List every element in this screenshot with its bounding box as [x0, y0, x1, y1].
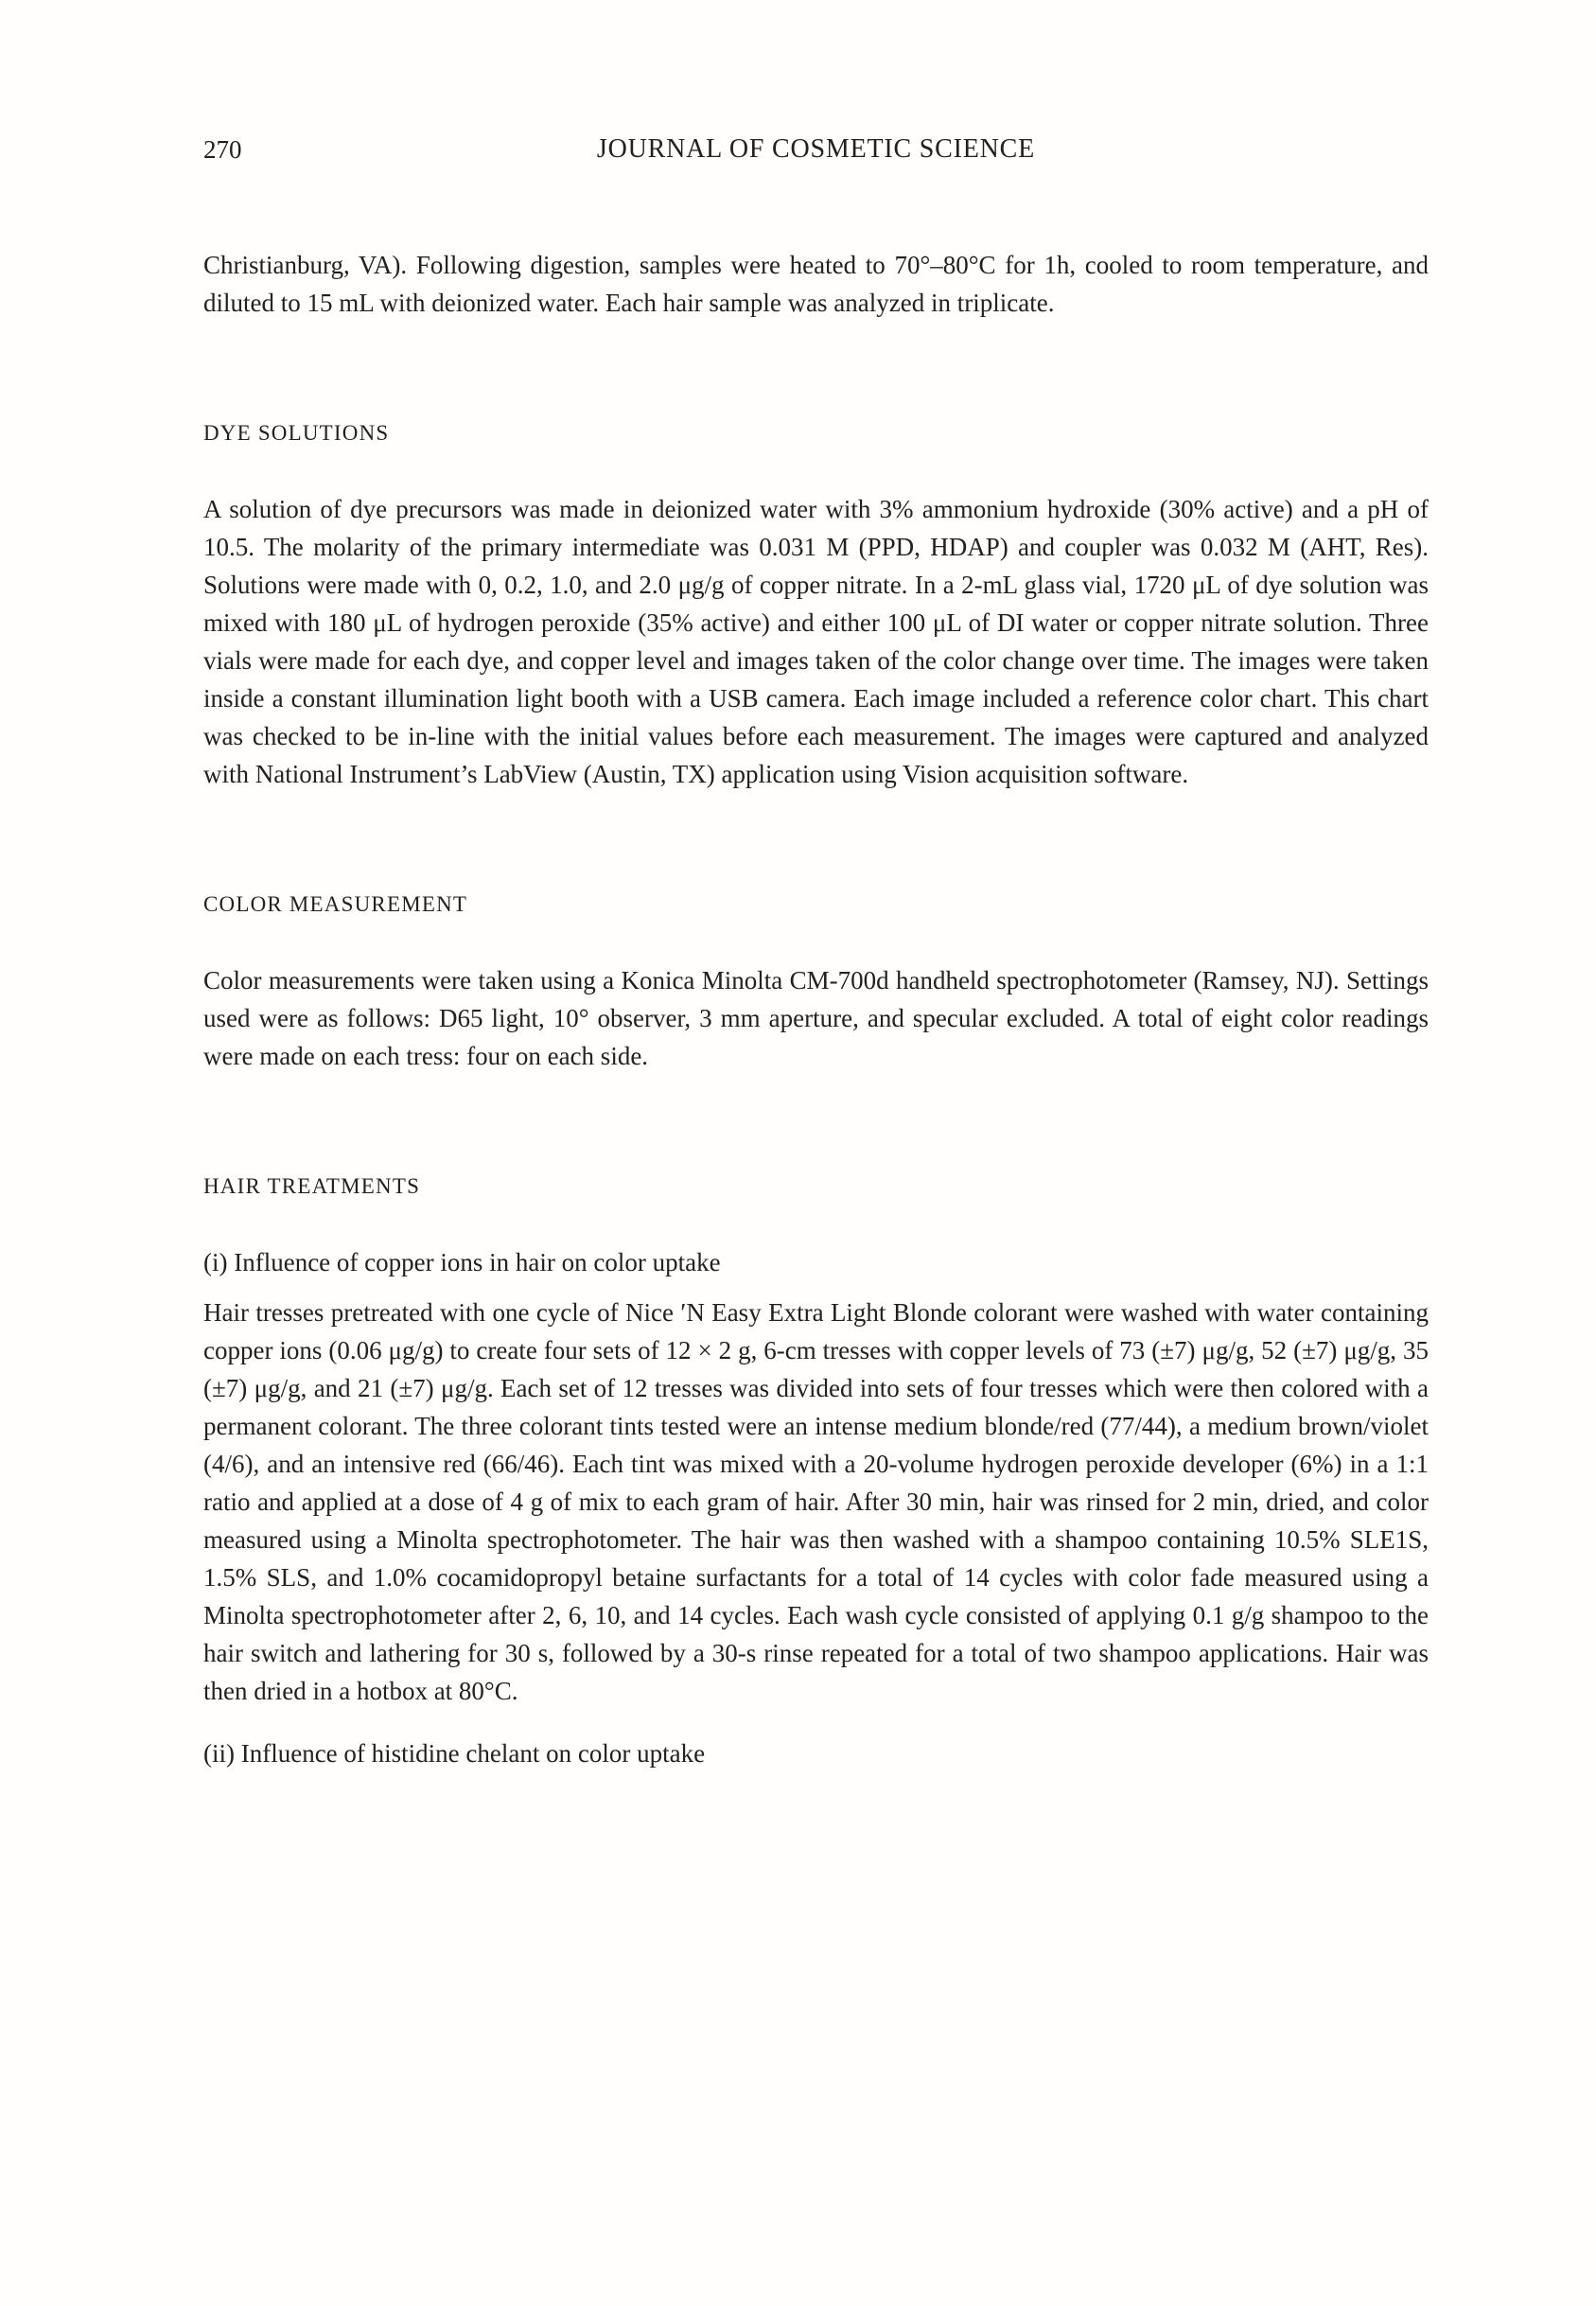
article-body: [203, 246, 1429, 1772]
paragraph-intro: Christianburg, VA). Following digestion, samples were heated to 70°–80°C for 1h, cooled to room temperature, and diluted to 15 mL with deionized water. Each hair sample was analyzed in triplicate.: [203, 251, 1429, 317]
paragraph-dye-solutions: A solution of dye precursors was made in deionized water with 3% ammonium hydroxide (30% active) and a pH of 10.5. The molarity of the primary intermediate was 0.031 M (PPD, HDAP) and coupler was 0.032 M (AHT, Res). Solutions were made with 0, 0.2, 1.0, and 2.0 μg/g of copper nitrate. In a 2-mL glass vial, 1720 μL of dye solution was mixed with 180 μL of hydrogen peroxide (35% active) and either 100 μL of DI water or copper nitrate solution. Three vials were made for each dye, and copper level and images taken of the color change over time. The images were taken inside a constant illumination light booth with a USB camera. Each image included a reference color chart. This chart was checked to be in-line with the initial values before each measurement. The images were captured and analyzed with National Instrument’s LabView (Austin, TX) application using Vision acquisition software.: [203, 495, 1429, 788]
section-heading-color-measurement: COLOR MEASUREMENT: [203, 892, 468, 916]
journal-title: JOURNAL OF COSMETIC SCIENCE: [596, 134, 1036, 164]
page-number: 270: [203, 135, 242, 164]
page-header: [203, 131, 1429, 168]
subsection-label-copper-ions: (i) Influence of copper ions in hair on color uptake: [203, 1248, 721, 1276]
paragraph-color-measurement: Color measurements were taken using a Konica Minolta CM-700d handheld spectrophotometer (Ramsey, NJ). Settings used were as follows: D65 light, 10° observer, 3 mm aperture, and specular excluded. A total of eight color readings were made on each tress: four on each side.: [203, 966, 1429, 1070]
section-heading-dye-solutions: DYE SOLUTIONS: [203, 421, 390, 445]
subsection-label-histidine-chelant: (ii) Influence of histidine chelant on color uptake: [203, 1739, 706, 1768]
section-heading-hair-treatments: HAIR TREATMENTS: [203, 1174, 421, 1198]
paragraph-copper-ions: Hair tresses pretreated with one cycle of Nice ′N Easy Extra Light Blonde colorant were washed with water containing copper ions (0.06 μg/g) to create four sets of 12 × 2 g, 6-cm tresses with copper levels of 73 (±7) μg/g, 52 (±7) μg/g, 35 (±7) μg/g, and 21 (±7) μg/g. Each set of 12 tresses was divided into sets of four tresses which were then colored with a permanent colorant. The three colorant tints tested were an intense medium blonde/red (77/44), a medium brown/violet (4/6), and an intensive red (66/46). Each tint was mixed with a 20-volume hydrogen peroxide developer (6%) in a 1:1 ratio and applied at a dose of 4 g of mix to each gram of hair. After 30 min, hair was rinsed for 2 min, dried, and color measured using a Minolta spectrophotometer. The hair was then washed with a shampoo containing 10.5% SLE1S, 1.5% SLS, and 1.0% cocamidopropyl betaine surfactants for a total of 14 cycles with color fade measured using a Minolta spectrophotometer after 2, 6, 10, and 14 cycles. Each wash cycle consisted of applying 0.1 g/g shampoo to the hair switch and lathering for 30 s, followed by a 30-s rinse repeated for a total of two shampoo applications. Hair was then dried in a hotbox at 80°C.: [203, 1298, 1429, 1705]
